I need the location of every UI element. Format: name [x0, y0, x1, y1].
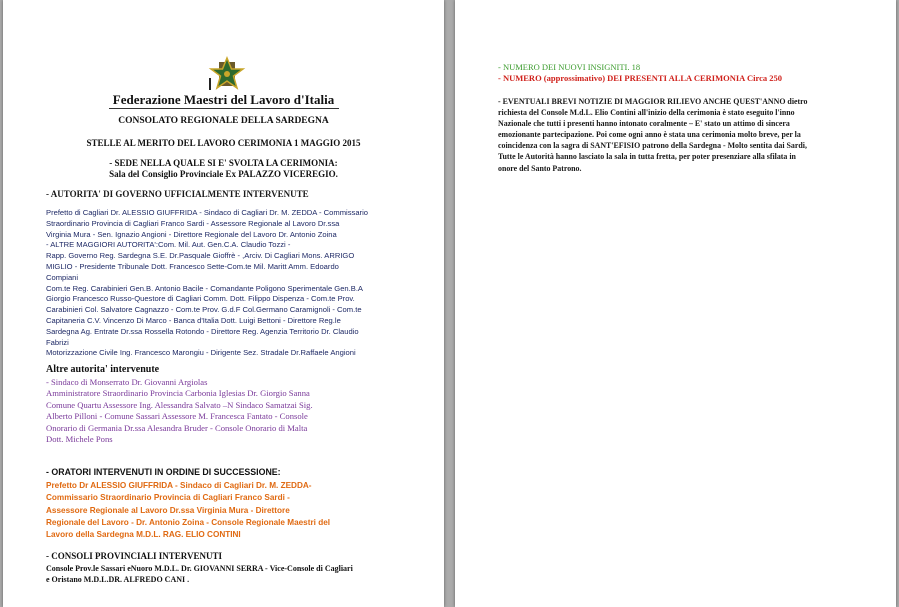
authority-line: Sardegna Ag. Entrate Dr.ssa Rossella Rotondo - Direttore Reg. Agenzia Territorio Dr. Claudio [46, 326, 359, 336]
other-authority-line: Dott. Michele Pons [46, 434, 113, 445]
consulate-title: CONSOLATO REGIONALE DELLA SARDEGNA [118, 116, 329, 126]
authorities-heading: - AUTORITA' DI GOVERNO UFFICIALMENTE INTERVENUTE [46, 189, 309, 199]
authority-line: Compiani [46, 272, 79, 282]
notes-line: richiesta del Console M.d.L. Elio Contini all'inizio della cerimonia è stato eseguito l'inno [498, 108, 795, 118]
authority-line: Virginia Mura - Sen. Ignazio Angioni - Direttore Regionale del Lavoro Dr. Antonio Zoina [46, 229, 337, 239]
speaker-line: Regionale del Lavoro - Dr. Antonio Zoina - Console Regionale Maestri del [46, 517, 331, 527]
authority-line: Rapp. Governo Reg. Sardegna S.E. Dr.Pasquale Gioffrè - ,Arciv. Di Cagliari Mons. ARRIGO [46, 251, 355, 261]
other-authority-line: Onorario di Germania Dr.ssa Alesandra Bruder - Console Onorario di Malta [46, 422, 308, 433]
authority-line: Prefetto di Cagliari Dr. ALESSIO GIUFFRIDA - Sindaco di Cagliari Dr. M. ZEDDA - Commissario [46, 208, 368, 217]
consuls-block [46, 563, 438, 585]
ceremony-title: STELLE AL MERITO DEL LAVORO CERIMONIA 1 MAGGIO 2015 [86, 138, 361, 148]
notes-line: Tutte le Autorità hanno lasciato la sala in tutta fretta, per poter presenziare alla sfilata in [498, 152, 796, 162]
other-authority-line: - Sindaco di Monserrato Dr. Giovanni Argiolas [46, 377, 208, 387]
speaker-line: Commissario Straordinario Provincia di Cagliari Franco Sardi - [46, 493, 290, 503]
venue-heading: - SEDE NELLA QUALE SI E' SVOLTA LA CERIMONIA: [109, 158, 338, 168]
authority-line: Com.te Reg. Carabinieri Gen.B. Antonio Bacile - Comandante Poligono Sperimentale Gen.B.A [46, 283, 364, 293]
consul-line: e Oristano M.D.L.DR. ALFREDO CANI . [46, 575, 190, 584]
speakers-block [46, 480, 438, 541]
other-authorities-heading: Altre autorita' intervenute [46, 364, 160, 375]
notes-line: onore del Santo Patrono. [498, 163, 582, 173]
org-name: Federazione Maestri del Lavoro d'Italia [112, 92, 335, 107]
document-page-1 [3, 0, 444, 607]
consuls-heading: - CONSOLI PROVINCIALI INTERVENUTI [46, 551, 222, 561]
other-authorities-block [46, 377, 436, 445]
new-insignia-count: - NUMERO DEI NUOVI INSIGNITI. 18 [498, 62, 641, 72]
authority-line: Fabrizi [46, 337, 69, 347]
other-authority-line: Amministratore Straordinario Provincia Carbonia Iglesias Dr. Giorgio Sanna [46, 388, 310, 399]
authorities-block [46, 208, 431, 359]
authority-line: Giorgio Francesco Russo-Questore di Cagliari Comm. Dott. Filippo Dispenza - Com.te Prov. [46, 294, 355, 304]
notes-block [498, 96, 890, 174]
authority-line: Motorizzazione Civile Ing. Francesco Marongiu - Dirigente Sez. Stradale Dr.Raffaele Angioni [46, 348, 356, 358]
speaker-line: Lavoro della Sardegna M.D.L. RAG. ELIO CONTINI [46, 530, 241, 540]
authority-line: Straordinario Provincia di Cagliari Franco Sardi - Assessore Regionale al Lavoro Dr.ssa [46, 218, 340, 228]
notes-line: Nazionale che tutti i presenti hanno intonato coralmente – E' stato un attimo di sincera [498, 119, 790, 129]
consul-line: Console Prov.le Sassari eNuoro M.D.L. Dr. GIOVANNI SERRA - Vice-Console di Cagliari [46, 564, 353, 573]
speakers-heading: - ORATORI INTERVENUTI IN ORDINE DI SUCCESSIONE: [46, 467, 281, 477]
star-emblem-logo [207, 56, 247, 92]
title-rule [109, 108, 339, 109]
notes-line: coincidenza con la sagra di SANT'EFISIO patrono della Sardegna - Molto sentita dai Sardi, [498, 141, 807, 151]
speaker-line: Prefetto Dr ALESSIO GIUFFRIDA - Sindaco di Cagliari Dr. M. ZEDDA- [46, 481, 312, 490]
authority-line: Capitaneria C.V. Vincenzo Di Marco - Banca d'Italia Dott. Luigi Bettoni - Direttore Reg.le [46, 315, 341, 325]
speaker-line: Assessore Regionale al Lavoro Dr.ssa Virginia Mura - Direttore [46, 505, 290, 515]
authority-line: Carabinieri Col. Salvatore Cagnazzo - Com.te Prov. G.d.F Col.Germano Caramignoli - Com.te [46, 305, 362, 315]
other-authority-line: Alberto Pilloni - Comune Sassari Assessore M. Francesca Fantato - Console [46, 411, 308, 422]
notes-line: - EVENTUALI BREVI NOTIZIE DI MAGGIOR RILIEVO ANCHE QUEST'ANNO dietro [498, 97, 808, 106]
authority-line: MIGLIO - Presidente Tribunale Dott. Francesco Sette-Com.te Mil. Maritt Amm. Edoardo [46, 261, 339, 271]
venue-name: Sala del Consiglio Provinciale Ex PALAZZO VICEREGIO. [109, 169, 338, 179]
authority-line: - ALTRE MAGGIORI AUTORITA':Com. Mil. Aut. Gen.C.A. Claudio Tozzi - [46, 240, 291, 250]
notes-line: emozionante partecipazione. Poi come ogni anno è stata una cerimonia molto breve, per la [498, 130, 801, 140]
other-authority-line: Comune Quartu Assessore Ing. Alessandra Salvato –N Sindaco Samatzai Sig. [46, 399, 313, 410]
document-page-2 [455, 0, 896, 607]
attendees-count: - NUMERO (approssimativo) DEI PRESENTI ALLA CERIMONIA Circa 250 [498, 73, 782, 83]
